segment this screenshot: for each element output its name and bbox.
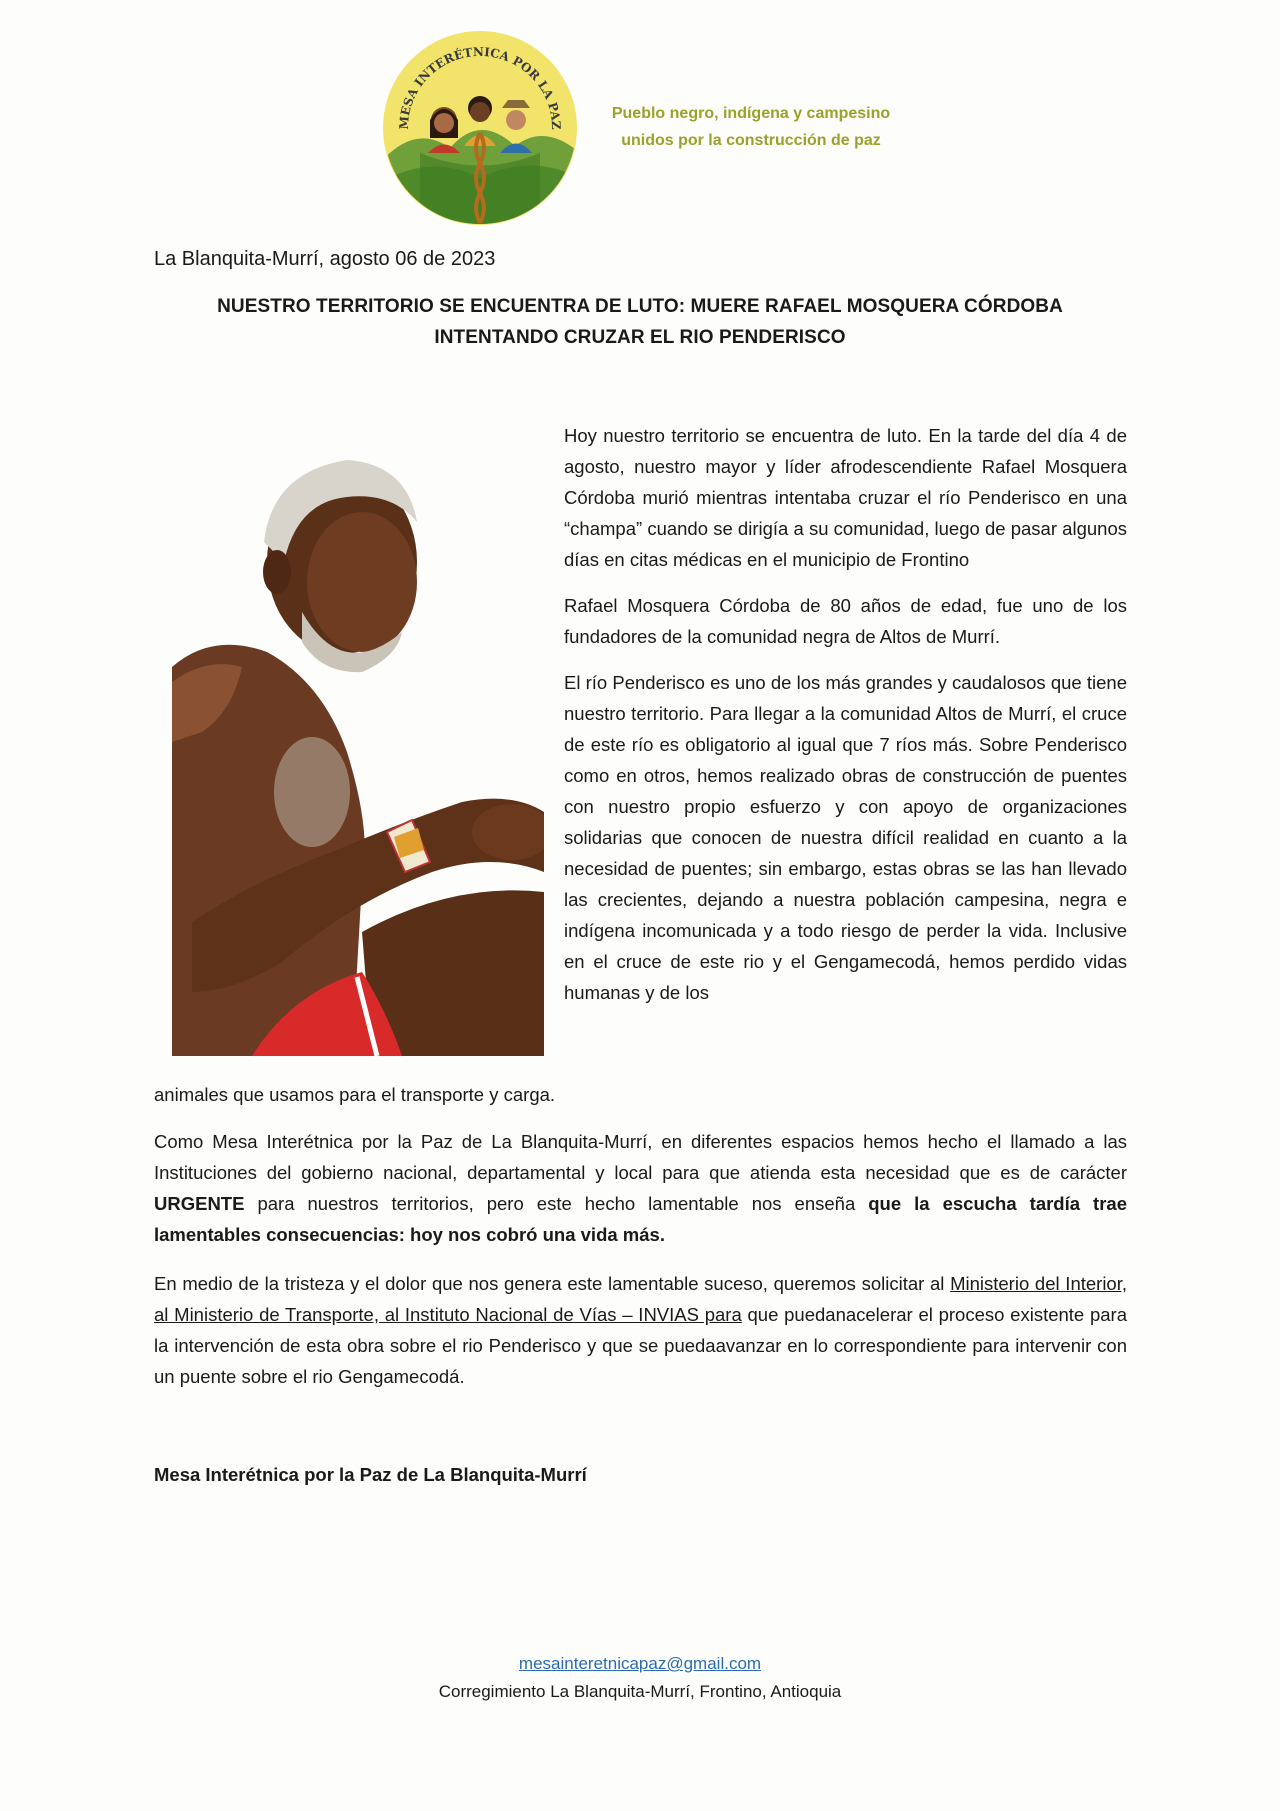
paragraph-5-text-c: que puedanacelerar el proceso existente para la intervención de esta obra sobre el rio Penderisco y que se puedaavanzar en lo correspondiente para intervenir con un puente sobre el rio Gengamecodá. <box>154 1304 1127 1387</box>
mesa-interetnica-logo <box>380 28 580 228</box>
paragraph-5-text-a: En medio de la tristeza y el dolor que nos genera este lamentable suceso, queremos solicitar al <box>154 1273 951 1294</box>
slogan-line-1: Pueblo negro, indígena y campesino <box>611 105 891 122</box>
paragraph-4-block <box>154 1126 1127 1250</box>
contact-email-link[interactable]: mesainteretnicapaz@gmail.com <box>518 1654 762 1673</box>
paragraph-4-text-a: Como Mesa Interétnica por la Paz de La Blanquita-Murrí, en diferentes espacios hemos hecho el llamado a las Instituciones del gobierno nacional, departamental y local para que atienda esta necesidad que es de carácter <box>154 1131 1127 1183</box>
footer <box>0 1650 1280 1706</box>
document-title <box>154 291 1126 353</box>
institutions-underlined: Ministerio del Interior, al Ministerio de Transporte, al Instituto Nacional de Vías – INVIAS para <box>154 1273 1128 1325</box>
portrait-photo <box>172 452 544 1056</box>
paragraph-1: Hoy nuestro territorio se encuentra de luto. En la tarde del día 4 de agosto, nuestro mayor y líder afrodescendiente Rafael Mosquera Córdoba murió mientras intentaba cruzar el río Penderisco en una “champa” cuando se dirigía a su comunidad, luego de pasar algunos días en citas médicas en el municipio de Frontino <box>564 425 1127 570</box>
paragraph-4 <box>154 1126 1127 1250</box>
slogan <box>586 100 916 154</box>
paragraph-2: Rafael Mosquera Córdoba de 80 años de edad, fue uno de los fundadores de la comunidad negra de Altos de Murrí. <box>564 595 1127 647</box>
slogan-line-2: unidos por la construcción de paz <box>621 132 881 149</box>
document-date: La Blanquita-Murrí, agosto 06 de 2023 <box>154 248 496 270</box>
article-right-column <box>564 420 1127 1008</box>
paragraph-3-tail-block <box>154 1079 1127 1110</box>
logo-arc-text: MESA INTERÉTNICA POR LA PAZ <box>396 44 564 130</box>
consequences-emphasis: que la escucha tardía trae lamentables consecuencias: hoy nos cobró una vida más. <box>154 1193 1127 1245</box>
title-line-2: INTENTANDO CRUZAR EL RIO PENDERISCO <box>434 327 846 348</box>
paragraph-3: El río Penderisco es uno de los más grandes y caudalosos que tiene nuestro territorio. Para llegar a la comunidad Altos de Murrí, el cruce de este río es obligatorio al igual que 7 ríos más. Sobre Penderisco como en otros, hemos realizado obras de construcción de puentes con nuestro propio esfuerzo y con apoyo de organizaciones solidarias que conocen de nuestra difícil realidad en cuanto a la necesidad de puentes; sin embargo, estas obras se las han llevado las crecientes, dejando a nuestra población campesina, negra e indígena incomunicada y a todo riesgo de perder la vida. Inclusive en el cruce de este rio y el Gengamecodá, hemos perdido vidas humanas y de los <box>564 672 1127 1003</box>
paragraph-5 <box>154 1268 1127 1392</box>
signature: Mesa Interétnica por la Paz de La Blanquita-Murrí <box>154 1464 587 1485</box>
paragraph-4-text-c: para nuestros territorios, pero este hecho lamentable nos enseña <box>244 1193 869 1214</box>
paragraph-3-tail: animales que usamos para el transporte y carga. <box>154 1084 556 1105</box>
paragraph-5-block <box>154 1268 1127 1392</box>
urgent-emphasis: URGENTE <box>154 1193 245 1214</box>
title-line-1: NUESTRO TERRITORIO SE ENCUENTRA DE LUTO: MUERE RAFAEL MOSQUERA CÓRDOBA <box>217 296 1063 317</box>
footer-address: Corregimiento La Blanquita-Murrí, Frontino, Antioquia <box>438 1682 842 1701</box>
